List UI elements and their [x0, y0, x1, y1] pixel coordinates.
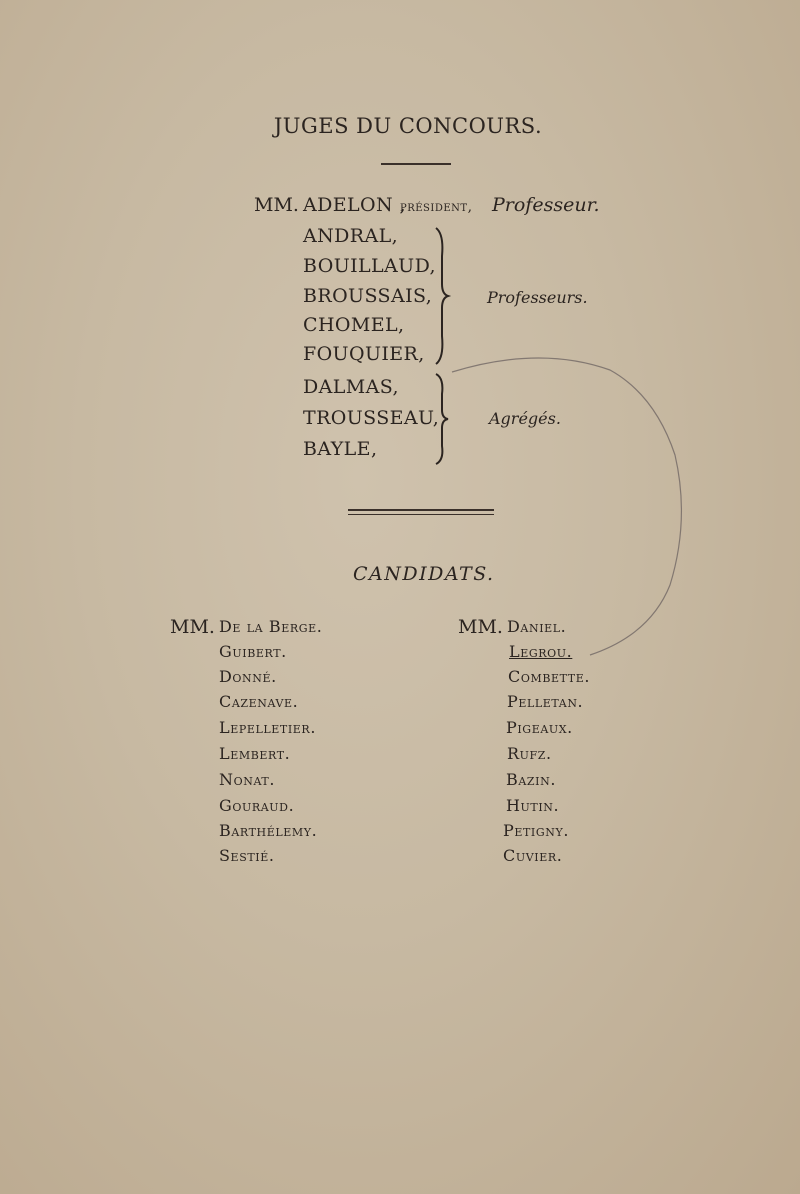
- judge-agrege: BAYLE,: [303, 438, 378, 460]
- title-divider: [381, 163, 451, 165]
- judge-professeur: CHOMEL,: [303, 314, 405, 336]
- judge-professeur: FOUQUIER,: [303, 343, 425, 365]
- candidate-left: De la Berge.: [219, 617, 323, 636]
- judge-professeur: BOUILLAUD,: [303, 255, 436, 277]
- candidate-right: Pigeaux.: [506, 718, 573, 737]
- president-rank: Professeur.: [492, 194, 600, 216]
- candidates-title: CANDIDATS.: [353, 563, 495, 585]
- candidate-right: Daniel.: [507, 617, 567, 636]
- candidate-left: Sestié.: [219, 846, 275, 865]
- candidates-right-mm-label: MM.: [458, 616, 503, 638]
- candidate-left: Lepelletier.: [219, 718, 317, 737]
- agreges-brace: [432, 372, 454, 466]
- candidate-right: Pelletan.: [507, 692, 584, 711]
- candidate-left: Guibert.: [219, 642, 287, 661]
- professeurs-brace: [430, 226, 452, 366]
- candidate-right: Bazin.: [506, 770, 557, 789]
- candidate-right: Rufz.: [507, 744, 552, 763]
- judge-agrege: TROUSSEAU,: [303, 407, 440, 429]
- candidate-left: Lembert.: [219, 744, 291, 763]
- professeurs-label: Professeurs.: [487, 288, 588, 307]
- judge-professeur: BROUSSAIS,: [303, 285, 433, 307]
- candidate-right: Combette.: [508, 667, 591, 686]
- candidates-left-mm-label: MM.: [170, 616, 215, 638]
- president-name: ADELON ,: [303, 194, 406, 216]
- candidate-left: Gouraud.: [219, 796, 295, 815]
- agreges-label: Agrégés.: [489, 409, 561, 428]
- candidate-right: Legrou.: [509, 642, 573, 661]
- president-role: président,: [400, 199, 473, 215]
- candidate-right: Hutin.: [506, 796, 560, 815]
- candidate-right: Cuvier.: [503, 846, 563, 865]
- candidate-left: Donné.: [219, 667, 277, 686]
- candidate-left: Nonat.: [219, 770, 276, 789]
- candidate-left: Barthélemy.: [219, 821, 318, 840]
- section-divider: [348, 509, 494, 515]
- judge-agrege: DALMAS,: [303, 376, 399, 398]
- candidate-right: Petigny.: [503, 821, 570, 840]
- page-title: JUGES DU CONCOURS.: [273, 114, 543, 138]
- judges-mm-label: MM.: [254, 194, 299, 216]
- judge-professeur: ANDRAL,: [303, 225, 399, 247]
- candidate-left: Cazenave.: [219, 692, 299, 711]
